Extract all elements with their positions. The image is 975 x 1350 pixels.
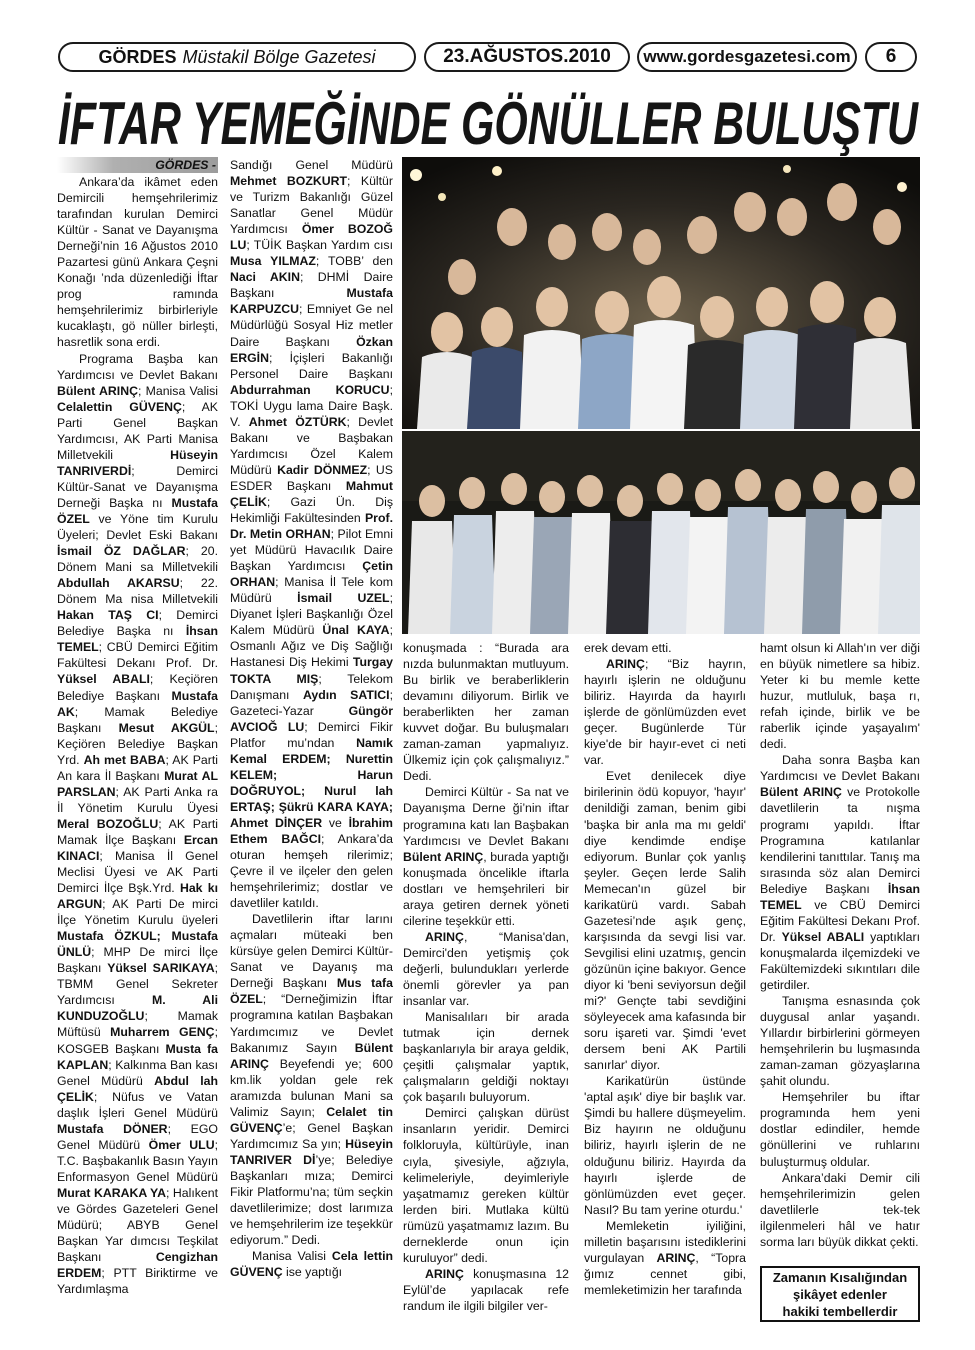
quote-line: şikâyet edenler — [793, 1287, 887, 1302]
article-column-4 — [584, 640, 746, 1298]
event-photo-bottom — [402, 431, 920, 634]
article-column-5 — [760, 640, 920, 1250]
paragraph: Davetlilerin iftar larını açmaları müteaki ben kürsüye gelen Demirci Kültür-Sanat ve Dayanış ma Derneği Başkanı Mus tafa ÖZEL; “Derneğimizin İftar programına katılan Başbakan Yardımcımız ve Devlet Bakanımız Sayın Bülent ARINÇ Beyefendi ye; 600 km.lik yoldan gele rek aramızda bulunan Mani sa Valimiz Sayın; Celalet tin GÜVENÇ’e; Genel Başkan Yardımcımız Sa yın; Hüseyin TANRIVER Dİ’ye; Belediye Başkanları mıza; Demirci Fikir Platformu’na; tüm seçkin davetlilerimize; dost larımıza ve hemşehrilerim ize teşekkür ediyorum.” Dedi. — [230, 912, 393, 1248]
paragraph: Manisa Valisi Cela lettin GÜVENÇ ise yaptığı — [230, 1249, 394, 1280]
headline-text: İFTAR YEMEĞİNDE GÖNÜLLER BULUŞTU — [58, 90, 920, 156]
paragraph: ARINÇ; “Biz hayrın, hayırlı işlerin ne olduğunu biliriz. Hayırda da hayırlı işlerde de gönlümüzden evet geçer. Bugünlerde Tür kiye'de bir hayır-evet ci neti var. — [584, 657, 746, 768]
paragraph: Programa Başba kan Yardımcısı ve Devlet Bakanı Bülent ARINÇ; Manisa Valisi Celalettin GÜVENÇ; AK Parti Genel Başkan Yardımcısı, AK Parti Manisa Milletvekili Hüseyin TANRIVERDİ; Demirci Kültür-Sanat ve Dayanışma Derneği Başka nı Mustafa ÖZEL ve Yöne tim Kurulu Üyeleri; Devlet Eski Bakanı İsmail ÖZ DAĞLAR; 20. Dönem Mani sa Milletvekili Abdullah AKARSU; 22. Dönem Ma nisa Milletvekili Hakan TAŞ CI; Demirci Belediye Başka nı İhsan TEMEL; CBÜ Demirci Eğitim Fakültesi Dekanı Prof. Dr. Yüksel ABALI; Keçiören Belediye Başkanı Mustafa AK; Mamak Belediye Başkanı Mesut AKGÜL; Keçiören Belediye Başkan Yrd. Ah met BABA; AK Parti An kara İl Başkanı Murat AL PARSLAN; AK Parti Anka ra İl Yönetim Kurulu Üyesi Meral BOZOĞLU; AK Parti Mamak İlçe Başkanı Ercan KINACI; Manisa İl Genel Meclisi Üyesi ve AK Parti Demirci İlçe Bşk.Yrd. Hak kı ARGUN; AK Parti De mirci İlçe Yönetim Kurulu üyeleri Mustafa ÖZKUL; Mustafa ÜNLÜ; MHP De mirci İlçe Başkanı Yüksel SARIKAYA; TBMM Genel Sekreter Yardımcısı M. Ali KUNDUZOĞLU; Mamak Müftüsü Muharrem GENÇ; KOSGEB Başkanı Musta fa KAPLAN; Kalkınma Ban kası Genel Müdürü Abdul lah ÇELİK; Nüfus ve Vatan daşlık İşleri Genel Müdürü Mustafa DÖNER; EGO Genel Müdürü Ömer ULU; T.C. Başbakanlık Basın Yayın Enformasyon Genel Müdürü Murat KARAKA YA; Halıkent ve Gördes Gazeteleri Genel Müdürü; ABYB Genel Başkan Yar dımcısı Teşkilat Başkanı Cengizhan ERDEM; PTT Biriktirme ve Yardımlaşma — [57, 351, 219, 1297]
paragraph: Ankara’daki Demir cili hemşehrilerimizin gelen davetlilerle tek-tek ilgilenmeleri hâl ve hatır sorma ları büyük dikkat çekti. — [760, 1170, 920, 1249]
quote-line: Zamanın Kısalığından — [772, 1270, 908, 1285]
location-label: GÖRDES - — [57, 157, 218, 173]
paper-subtitle: Müstakil Bölge Gazetesi — [182, 46, 376, 67]
paragraph: Tanışma esnasında çok duygusal anlar yaşandı. Yıllardır birbirlerini görmeyen hemşehrilerin bu luşmasında zaman-zaman gözyaşlarına şahit olundu. — [760, 994, 920, 1089]
paragraph: Daha sonra Başba kan Yardımcısı ve Devlet Bakanı Bülent ARINÇ ve Protokolle davetlilerin ta nışma programı yapıldı. İftar Programına katılanlar kendilerini tanıttılar. Tanış ma sırasında söz alan Demirci Belediye Başkanı İhsan TEMEL ve CBÜ Demirci Eğitim Fakültesi Dekanı Prof. Dr. Yüksel ABALI yaptıkları konuşmalarda ilçemizdeki ve Fakültemizdeki sıkıntıları dile getirdiler. — [760, 753, 920, 992]
paragraph: Memleketin iyiliğini, milletin başarısını istediklerini vurgulayan ARINÇ, “Topra ğımız cennet gibi, memleketimizin her tarafında — [584, 1218, 746, 1297]
paragraph: Demirci Kültür - Sa nat ve Dayanışma Derne ği’nin iftar programına katı lan Başbakan Yardımcısı ve Devlet Bakanı Bülent ARINÇ, burada yaptığı konuşmada öncelikle iftarla dostları ve hemşehrileri bir araya getiren dernek yöneti cilerine teşekkür etti. — [403, 785, 569, 928]
paragraph: Karikatürün üstünde 'aptal aşık' diye bir başlık var. Şimdi bu hallere düşmeyelim. Biz hayırın ne olduğunu biliriz, hayırlı işlerin de ne olduğunu biliriz. Hayırda da hayırlı işlerde de gönlümüzden evet geçer. Nasıl? Bu tam yerine oturdu.' — [584, 1074, 746, 1217]
paragraph: Demirci çalışkan dürüst insanların yeridir. Demirci folkloruyla, kültürüyle, inan cıyla, şivesiyle, ağzıyla, kelimeleriyle, deyimleriyle yaşatmamız gereken kültür lerden biri. Mutlaka kültü rümüzü yaşatmamız lazım. Bu derneklerde onun için kuruluyor” dedi. — [403, 1106, 569, 1265]
paragraph: Hemşehriler bu iftar programında hem yeni dostlar edindiler, hemde gönüllerini ve ruhlarını buluşturmuş oldular. — [760, 1090, 920, 1169]
paragraph: Ankara’da ikâmet eden Demircili hemşehrilerimiz tarafından kurulan Demirci Kültür - Sanat ve Dayanışma Derneği’nin 16 Ağustos 2010 Pazartesi günü Ankara Çeşni Konağı ’nda düzenlediği İftar prog ramında hemşehrilerimiz birbirleriyle kucaklaştı, gö nüller birleşti, hasretlik sona erdi. — [57, 175, 218, 350]
paragraph: hamt olsun ki Allah'ın ver diği en büyük nimetlere sa hibiz. Yeter ki bu memle kette huzur, mutluluk, başa rı, refah içinde, birlik ve be raberlik içinde yaşayalım' dedi. — [760, 641, 920, 752]
article-column-2 — [230, 157, 393, 1280]
website-link[interactable]: www.gordesgazetesi.com — [637, 42, 857, 72]
paragraph: ARINÇ konuşmasına 12 Eylül’de yapılacak refe randum ile ilgili bilgiler ver- — [403, 1266, 569, 1313]
paragraph: ARINÇ, “Manisa'dan, Demirci'den yetişmiş çok değerli, bulundukları yerlerde önemli görevler ya pan insanlar var. — [403, 929, 569, 1009]
quote-line: hakiki tembellerdir — [782, 1304, 898, 1319]
paper-name: GÖRDES — [98, 46, 177, 67]
paragraph: erek devam etti. — [584, 641, 672, 655]
paragraph: Sandığı Genel Müdürü Mehmet BOZKURT; Kültür ve Turizm Bakanlığı Güzel Sanatlar Genel Müdür Yardımcısı Ömer BOZOĞ LU; TÜİK Başkan Yardım cısı Musa YILMAZ; TOBB’ den Naci AKIN; DHMİ Daire Başkanı Mustafa KARPUZCU; Emniyet Ge nel Müdürlüğü Sosyal Hiz metler Daire Başkanı Özkan ERGİN; İçişleri Bakanlığı Personel Daire Başkanı Abdurrahman KORUCU; TOKİ Uygu lama Daire Başk. V. Ahmet ÖZTÜRK; Devlet Bakanı ve Başbakan Yardımcısı Özel Kalem Müdürü Kadir DÖNMEZ; US ESDER Başkanı Mahmut ÇELİK; Gazi Ün. Diş Hekimliği Fakültesinden Prof. Dr. Metin ORHAN; Pilot Emni yet Müdürü Havacılık Daire Başkan Yardımcısı Çetin ORHAN; Manisa İl Tele kom Müdürü İsmail UZEL; Diyanet İşleri Başkanlığı Özel Kalem Müdürü Ünal KAYA; Osmanlı Ağız ve Diş Sağlığı Hastanesi Diş Hekimi Turgay TOKTA MIŞ; Telekom Danışmanı Aydın SATICI; Gazeteci-Yazar Güngör AVCIOĞ LU; Demirci Fikir Platfor mu’ndan Namık Kemal ERDEM; Nurettin KELEM; Harun DOĞRUYOL; Nurul lah ERTAŞ; Şükrü KARA KAYA; Ahmet DİNÇER ve İbrahim Ethem BAĞCI; Ankara’da oturan hemşeh rilerimiz; Çevre il ve ilçeler den gelen hemşehrilerimiz; dostlar ve davetliler katıldı. — [230, 158, 394, 911]
issue-date: 23.AĞUSTOS.2010 — [424, 42, 630, 72]
page-number: 6 — [865, 42, 917, 72]
headline — [58, 86, 920, 156]
article-column-1 — [57, 157, 218, 1297]
article-column-3 — [403, 640, 569, 1314]
paragraph: konuşmada : “Burada ara nızda bulunmaktan mutluyum. Bu birlik ve beraberliklerin devamını diliyorum. Birlik ve beraberlikten her zaman kuvvet doğar. Bu buluşmaları zaman-zaman yapmalıyız. Ülkemiz için çok çalışmalıyız.” Dedi. — [403, 641, 569, 784]
paragraph: Manisalıları bir arada tutmak için dernek başkanlarıyla bir araya geldik, çeşitli çalışmalar yaptık, çalışmaların geldiği noktayı çok başarılı buluyorum. — [403, 1010, 569, 1105]
event-photo-top — [402, 157, 920, 429]
paragraph: Evet denilecek diye birilerinin ödü kopuyor, 'hayır' denildiği zaman, benim gibi 'başka bir anla ma mı geldi' diye kendimde endişe ediyorum. Bunlar çok yanlış şeyler. Geçen lerde Salih Memecan'ın güzel bir karikatürü vardı. Sabah Gazetesi’nde aşık genç, karşısında da sevgi lisi var. Sevgilisi elini uzatmış, gencin gözünün içine bakıyor. Gence diyor ki 'beni seviyorsun değil mi?' Gençte tabi sevdiğini söyleyecek ama kafasında bir soru işareti var. Şimdi 'evet dersem beni AK Partili sanırlar' diyor. — [584, 769, 747, 1073]
paper-name-box — [58, 42, 416, 72]
quote-box — [760, 1266, 920, 1322]
